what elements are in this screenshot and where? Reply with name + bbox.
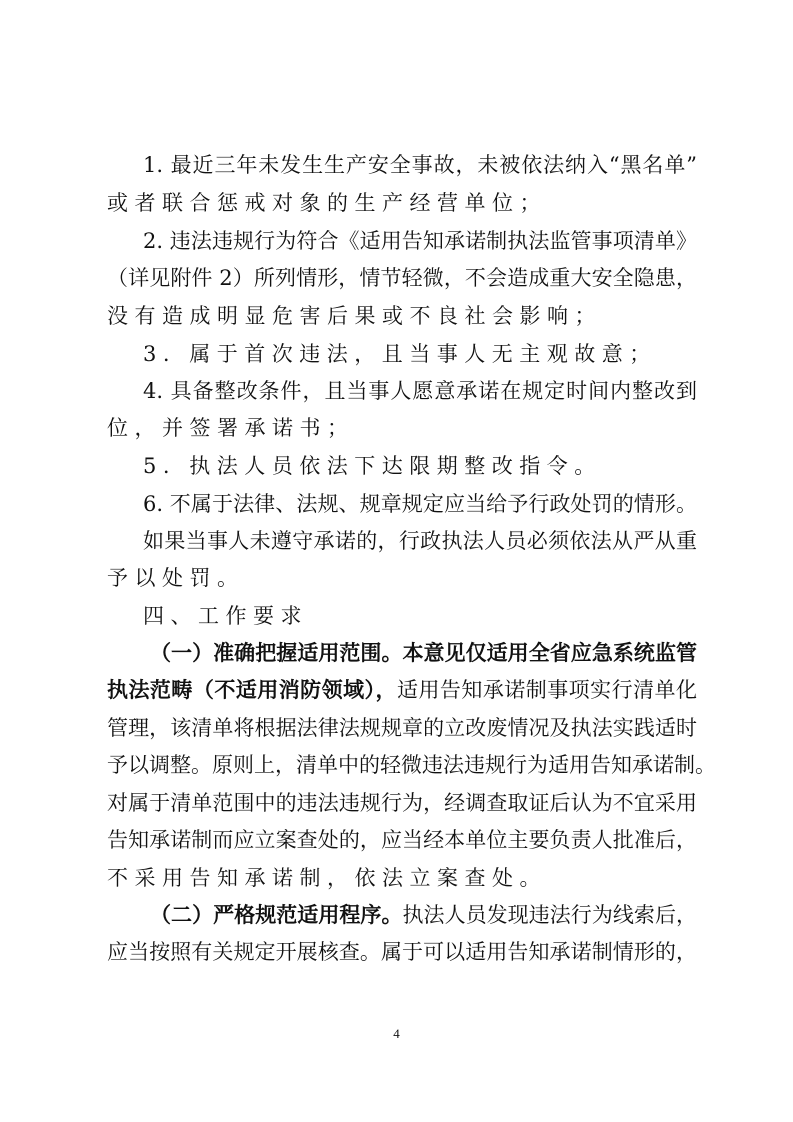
text-line: 对属于清单范围中的违法违规行为，经调查取证后认为不宜采用 — [107, 791, 697, 815]
text-line: 不采用告知承诺制，依法立案查处。 — [107, 866, 547, 890]
text-line: 3. 属于首次违法，且当事人无主观故意； — [143, 342, 657, 366]
text-line: 4. 具备整改条件，且当事人愿意承诺在规定时间内整改到 — [143, 379, 697, 403]
text-line: 2. 违法违规行为符合《适用告知承诺制执法监管事项清单》 — [143, 229, 697, 253]
text-line: 1. 最近三年未发生生产安全事故，未被依法纳入“黑名单” — [143, 153, 697, 177]
text-line: 6. 不属于法律、法规、规章规定应当给予行政处罚的情形。 — [143, 492, 697, 516]
text-line: 予以调整。原则上，清单中的轻微违法违规行为适用告知承诺制。 — [107, 753, 716, 777]
text-line: 或者联合惩戒对象的生产经营单位； — [107, 191, 547, 215]
text-line: 予以处罚。 — [107, 566, 245, 590]
text-line: 应当按照有关规定开展核查。属于可以适用告知承诺制情形的， — [107, 940, 697, 964]
text-line: 告知承诺制而应立案查处的，应当经本单位主要负责人批准后， — [107, 828, 697, 852]
text-line: 位，并签署承诺书； — [107, 416, 355, 440]
text-line: 管理，该清单将根据法律法规规章的立改废情况及执法实践适时 — [107, 716, 697, 740]
bold-text: （二）严格规范适用程序。 — [150, 902, 403, 927]
page-number: 4 — [393, 1026, 400, 1041]
subheading-line — [107, 901, 697, 929]
text-line: 5. 执法人员依法下达限期整改指令。 — [143, 454, 602, 478]
bold-text: 执法范畴（不适用消防领域）， — [107, 677, 397, 702]
text-line: 没有造成明显危害后果或不良社会影响； — [107, 304, 602, 328]
text-line: （详见附件 2）所列情形，情节轻微，不会造成重大安全隐患， — [107, 266, 697, 290]
normal-text: 执法人员发现违法行为线索后， — [402, 903, 698, 927]
subheading-line — [107, 639, 697, 667]
bold-text: （一）准确把握适用范围。本意见仅适用全省应急系统监管 — [150, 640, 697, 665]
text-line — [107, 676, 697, 704]
section-heading: 四、工作要求 — [143, 604, 308, 628]
normal-text: 适用告知承诺制事项实行清单化 — [396, 678, 698, 702]
text-line: 如果当事人未遵守承诺的，行政执法人员必须依法从严从重 — [143, 529, 697, 553]
